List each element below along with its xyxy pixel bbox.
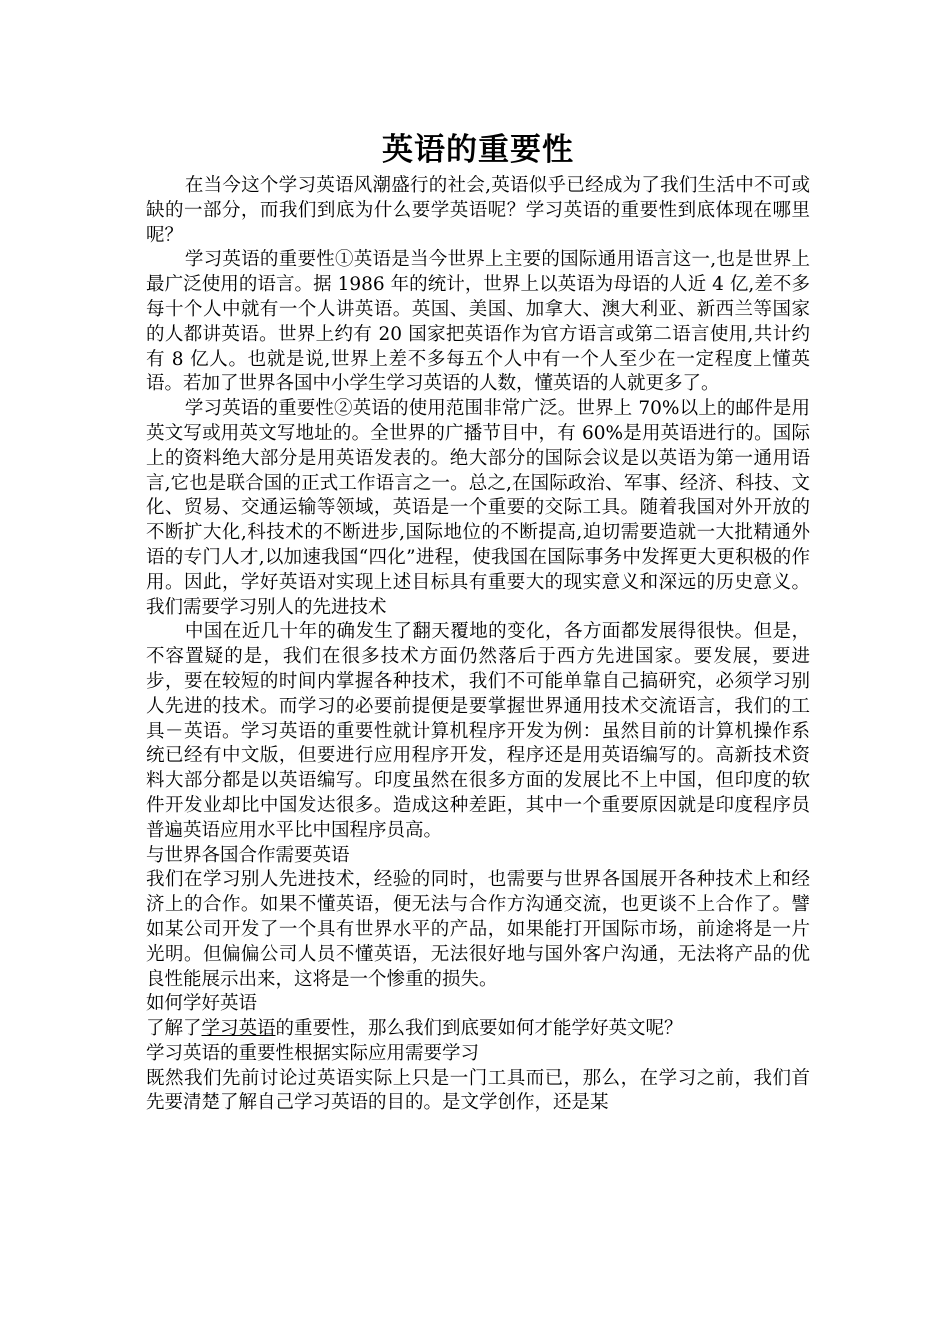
paragraph-understanding-suffix: 的重要性，那么我们到底要如何才能学好英文呢？	[275, 1018, 683, 1040]
heading-how-to-learn: 如何学好英语	[146, 993, 258, 1015]
paragraph-cooperation: 我们在学习别人先进技术，经验的同时，也需要与世界各国展开各种技术上和经济上的合作。如果不懂英语，便无法与合作方沟通交流，也更谈不上合作了。譬如某公司开发了一个具有世界水平的产品，如果能打开国际市场，前途将是一片光明。但偏偏公司人员不懂英语，无法很好地与国外客户沟通，无法将产品的优良性能展示出来，这将是一个惨重的损失。	[146, 869, 810, 990]
document-title: 英语的重要性	[382, 132, 574, 168]
paragraph-importance-2: 学习英语的重要性②英语的使用范围非常广泛。世界上 70%以上的邮件是用英文写或用英文写地址的。全世界的广播节目中，有 60%是用英语进行的。国际上的资料绝大部分是用英语发表的。绝大部分的国际会议是以英语为第一通用语言,它也是联合国的正式工作语言之一。总之,在国际政治、军事、经济、科技、文化、贸易、交通运输等领域，英语是一个重要的交际工具。随着我国对外开放的不断扩大化,科技术的不断进步,国际地位的不断提高,迫切需要造就一大批精通外语的专门人才,以加速我国“四化”进程，使我国在国际事务中发挥更大更积极的作用。因此，学好英语对实现上述目标具有重要大的现实意义和深远的历史意义。我们需要学习别人的先进技术	[146, 398, 810, 618]
heading-cooperation: 与世界各国合作需要英语	[146, 844, 350, 866]
paragraph-learning-purpose: 既然我们先前讨论过英语实际上只是一门工具而已，那么，在学习之前，我们首先要清楚了解自己学习英语的目的。是文学创作，还是某	[146, 1067, 810, 1114]
paragraph-importance-1: 学习英语的重要性①英语是当今世界上主要的国际通用语言这一,也是世界上最广泛使用的语言。据 1986 年的统计，世界上以英语为母语的人近 4 亿,差不多每十个人中就有一个人讲英语。英国、美国、加拿大、澳大利亚、新西兰等国家的人都讲英语。世界上约有 20 国家把英语作为官方语言或第二语言使用,共计约有 8 亿人。也就是说,世界上差不多每五个人中有一个人至少在一定程度上懂英语。若加了世界各国中小学生学习英语的人数，懂英语的人就更多了。	[146, 249, 810, 395]
paragraph-understanding-prefix: 了解了	[146, 1018, 202, 1040]
learn-english-link[interactable]: 学习英语	[201, 1018, 276, 1040]
heading-practical-needs: 学习英语的重要性根据实际应用需要学习	[146, 1042, 480, 1064]
document-page	[146, 128, 810, 1116]
paragraph-intro: 在当今这个学习英语风潮盛行的社会,英语似乎已经成为了我们生活中不可或缺的一部分，而我们到底为什么要学英语呢？学习英语的重要性到底体现在哪里呢？	[146, 175, 810, 246]
paragraph-understanding	[146, 1017, 810, 1042]
paragraph-china-development: 中国在近几十年的确发生了翻天覆地的变化，各方面都发展得很快。但是，不容置疑的是，我们在很多技术方面仍然落后于西方先进国家。要发展，要进步，要在较短的时间内掌握各种技术，我们不可能单靠自己搞研究，必须学习别人先进的技术。而学习的必要前提便是要掌握世界通用技术交流语言，我们的工具－英语。学习英语的重要性就计算机程序开发为例：虽然目前的计算机操作系统已经有中文版，但要进行应用程序开发，程序还是用英语编写的。高新技术资料大部分都是以英语编写。印度虽然在很多方面的发展比不上中国，但印度的软件开发业却比中国发达很多。造成这种差距，其中一个重要原因就是印度程序员普遍英语应用水平比中国程序员高。	[146, 621, 810, 841]
